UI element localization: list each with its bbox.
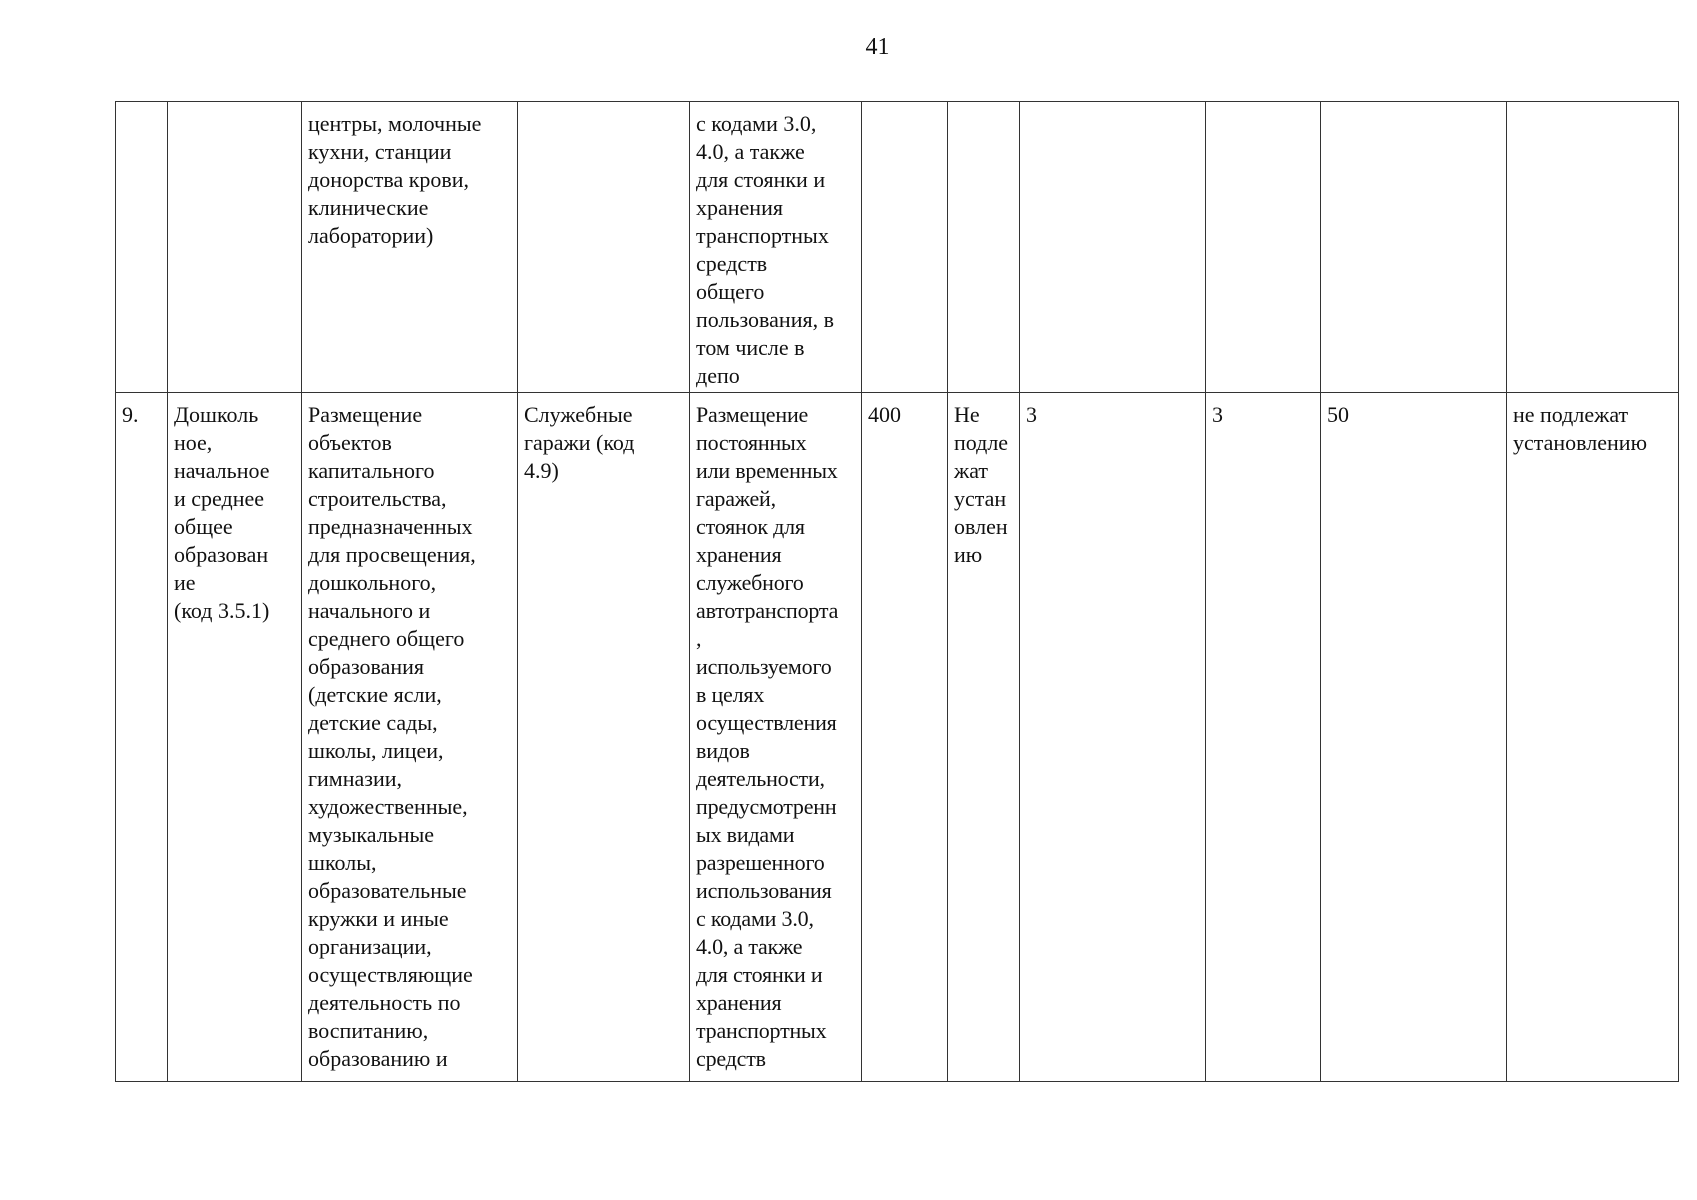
cell-use-description: центры, молочные кухни, станции донорства крови, клинические лаборатории): [302, 102, 518, 393]
table-row: [116, 393, 1679, 1082]
page-number: 41: [865, 34, 890, 60]
cell-auxiliary-description: с кодами 3.0, 4.0, а также для стоянки и хранения транспортных средств общего пользования, в том числе в депо: [690, 102, 862, 393]
cell-param-11: [1507, 102, 1679, 393]
regulations-table: [115, 101, 1679, 1082]
cell-auxiliary-description: Размещение постоянных или временных гаражей, стоянок для хранения служебного автотранспорта , используемого в целях осуществления видов деятельности, предусмотренн ых видами разрешенного использования с кодами 3.0, 4.0, а также для стоянки и хранения транспортных средств: [690, 393, 862, 1082]
cell-param-7: [948, 102, 1020, 393]
cell-param-8: [1020, 102, 1206, 393]
cell-param-6: [862, 102, 948, 393]
cell-use-description: Размещение объектов капитального строительства, предназначенных для просвещения, дошкольного, начального и среднего общего образования (детские ясли, детские сады, школы, лицеи, гимназии, художественные, музыкальные школы, образовательные кружки и иные организации, осуществляющие деятельность по воспитанию, образованию и: [302, 393, 518, 1082]
table-row: [116, 102, 1679, 393]
cell-param-9: 3: [1206, 393, 1321, 1082]
cell-number: [116, 102, 168, 393]
cell-param-6: 400: [862, 393, 948, 1082]
cell-auxiliary-use: [518, 102, 690, 393]
cell-param-8: 3: [1020, 393, 1206, 1082]
cell-param-9: [1206, 102, 1321, 393]
cell-param-10: 50: [1321, 393, 1507, 1082]
cell-auxiliary-use: Служебные гаражи (код 4.9): [518, 393, 690, 1082]
cell-param-10: [1321, 102, 1507, 393]
cell-use-name: [168, 102, 302, 393]
cell-param-11: не подлежат установлению: [1507, 393, 1679, 1082]
cell-use-name: Дошколь ное, начальное и среднее общее образован ие (код 3.5.1): [168, 393, 302, 1082]
cell-param-7: Не подле жат устан овлен ию: [948, 393, 1020, 1082]
cell-number: 9.: [116, 393, 168, 1082]
